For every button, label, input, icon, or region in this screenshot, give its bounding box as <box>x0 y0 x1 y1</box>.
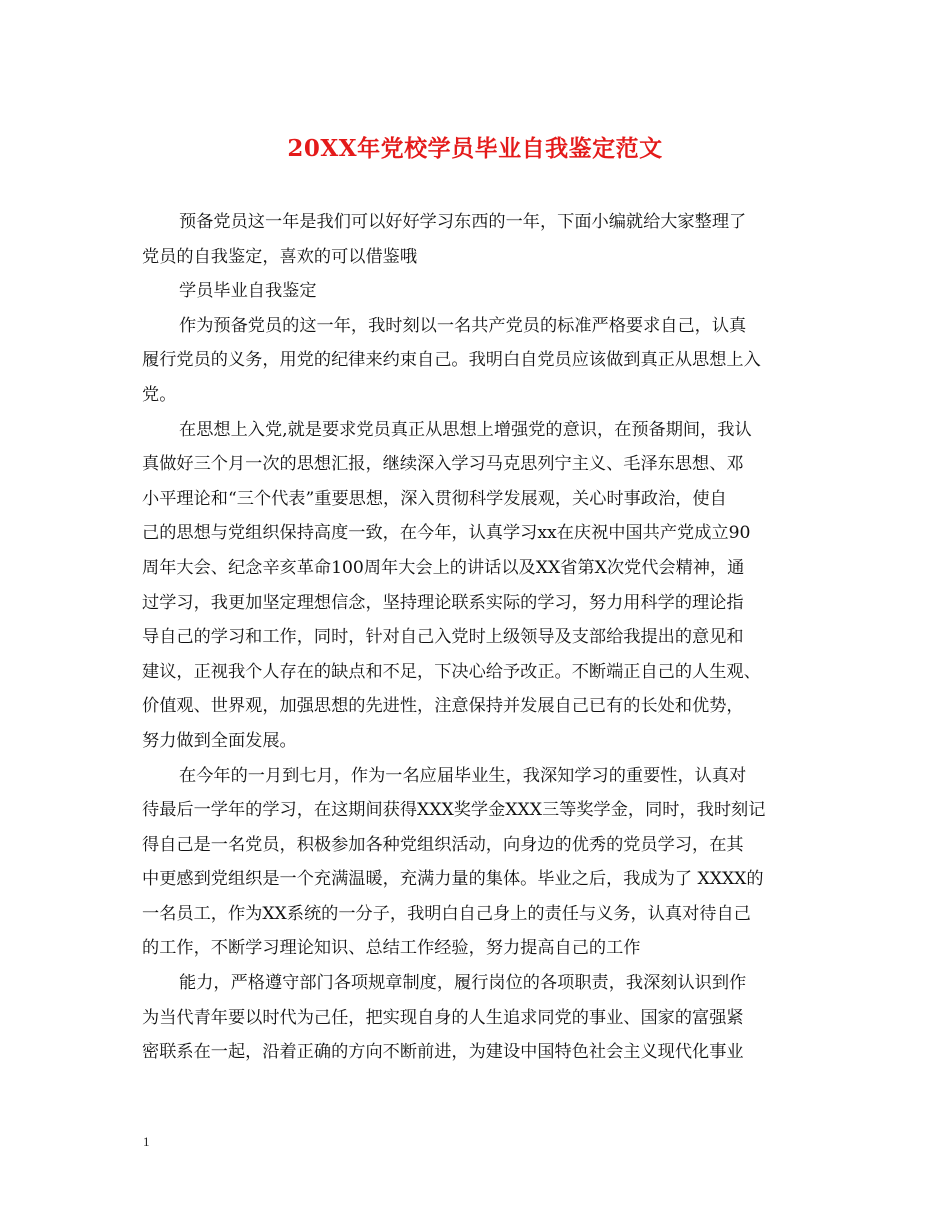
text-line: 中更感到党组织是一个充满温暖，充满力量的集体。毕业之后，我成为了 XXXX的 <box>142 869 764 890</box>
text-line: 预备党员这一年是我们可以好好学习东西的一年，下面小编就给大家整理了 <box>179 212 747 232</box>
text-line: 价值观、世界观，加强思想的先进性，注意保持并发展自己已有的长处和优势， <box>142 696 744 717</box>
text-line: 在今年的一月到七月，作为一名应届毕业生，我深知学习的重要性，认真对 <box>179 765 747 786</box>
text-line: 小平理论和“三个代表”重要思想，深入贯彻科学发展观，关心时事政治，使自 <box>142 488 727 509</box>
text-line: 为当代青年要以时代为己任，把实现自身的人生追求同党的事业、国家的富强紧 <box>142 1007 744 1028</box>
text-line: 能力，严格遵守部门各项规章制度，履行岗位的各项职责，我深刻认识到作 <box>179 973 747 994</box>
text-line: 作为预备党员的这一年，我时刻以一名共产党员的标准严格要求自己，认真 <box>179 315 747 336</box>
text-line: 努力做到全面发展。 <box>142 730 297 751</box>
page-number: 1 <box>143 1134 150 1149</box>
text-line: 一名员工，作为XX系统的一分子，我明白自己身上的责任与义务，认真对待自己 <box>142 903 751 924</box>
text-line: 党。 <box>142 384 177 405</box>
text-line: 己的思想与党组织保持高度一致，在今年，认真学习xx在庆祝中国共产党成立90 <box>142 523 751 544</box>
document-title: 20XX年党校学员毕业自我鉴定范文 <box>287 135 663 162</box>
text-line: 党员的自我鉴定，喜欢的可以借鉴哦 <box>142 246 418 267</box>
text-line: 在思想上入党,就是要求党员真正从思想上增强党的意识，在预备期间，我认 <box>179 419 752 440</box>
text-line: 履行党员的义务，用党的纪律来约束自己。我明白自党员应该做到真正从思想上入 <box>142 350 761 371</box>
text-line: 的工作，不断学习理论知识、总结工作经验，努力提高自己的工作 <box>142 938 641 959</box>
text-line: 待最后一学年的学习，在这期间获得XXX奖学金XXX三等奖学金，同时，我时刻记 <box>142 800 766 821</box>
text-line: 周年大会、纪念辛亥革命100周年大会上的讲话以及XX省第X次党代会精神，通 <box>142 557 745 578</box>
document-body <box>142 205 814 1070</box>
text-line: 建议，正视我个人存在的缺点和不足，下决心给予改正。不断端正自己的人生观、 <box>142 661 761 682</box>
text-line: 真做好三个月一次的思想汇报，继续深入学习马克思列宁主义、毛泽东思想、邓 <box>142 454 744 475</box>
text-line: 得自己是一名党员，积极参加各种党组织活动，向身边的优秀的党员学习，在其 <box>142 834 744 855</box>
text-line: 过学习，我更加坚定理想信念，坚持理论联系实际的学习，努力用科学的理论指 <box>142 592 744 613</box>
section-heading: 学员毕业自我鉴定 <box>179 281 317 302</box>
text-line: 密联系在一起，沿着正确的方向不断前进，为建设中国特色社会主义现代化事业 <box>142 1042 744 1063</box>
text-line: 导自己的学习和工作，同时，针对自己入党时上级领导及支部给我提出的意见和 <box>142 627 744 648</box>
